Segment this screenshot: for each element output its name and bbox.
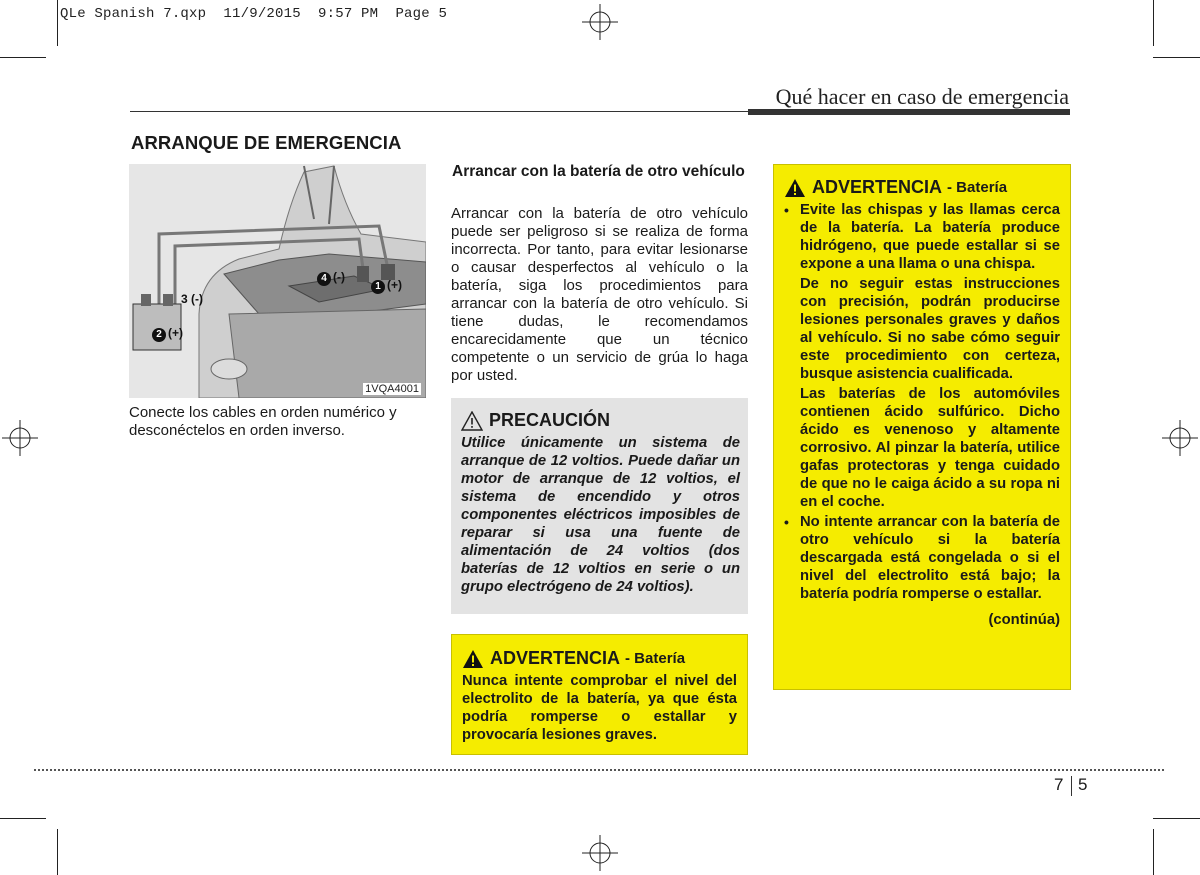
crop-mark [57,829,58,875]
bullet-icon: • [784,514,789,530]
warning-box-battery [773,164,1071,690]
registration-mark-icon [582,835,618,871]
warning-paragraph: Las baterías de los automóviles contienen ácido sulfúrico. Dicho ácido es venenoso y altamente corrosivo. Al pinzar la batería, utilice gafas protectoras y tenga cuidado de que no le caiga ácido a su ropa ni en el coche. [800,386,1060,510]
step-4-polarity: (-) [333,270,345,284]
jump-start-illustration [129,164,426,398]
step-3-polarity: (-) [191,292,204,306]
warning-box-electrolyte [451,634,748,755]
page-number: 5 [1078,775,1088,794]
warning-header [462,648,737,669]
running-title: Qué hacer en caso de emergencia [775,84,1069,109]
cable-label-3 [181,292,203,306]
warning-text: Nunca intente comprobar el nivel del electrolito de la batería, ya que ésta podría romperse o estallar y provocaría lesiones graves. [462,673,737,743]
print-slug: QLe Spanish 7.qxp 11/9/2015 9:57 PM Page 5 [60,6,448,22]
registration-mark-icon [582,4,618,40]
crop-mark [0,818,46,819]
warning-bullet [784,201,1060,273]
step-2-badge: 2 [152,328,166,342]
crop-mark [0,57,46,58]
header-rule [130,111,748,112]
caution-box [451,398,748,614]
cable-label-2 [152,326,183,342]
step-2-polarity: (+) [168,326,183,340]
footer-dotted-rule [34,769,1164,771]
crop-mark [1153,818,1200,819]
warning-triangle-icon [462,649,484,669]
registration-mark-icon [1162,420,1198,456]
crop-mark [1153,0,1154,46]
warning-triangle-icon [784,178,806,198]
caution-title: PRECAUCIÓN [489,410,611,430]
subsection-heading: Arrancar con la batería de otro vehículo [452,163,745,180]
figure-code: 1VQA4001 [365,383,419,395]
warning-header [784,177,1060,198]
caution-header [461,410,740,431]
step-1-badge: 1 [371,280,385,294]
bullet-text: No intente arrancar con la batería de otro vehículo si la batería descargada está congelada o si el nivel del electrolito está bajo; la batería podría romperse o estallar. [800,514,1060,602]
header-rule-thick [748,109,1070,115]
bullet-text: Evite las chispas y las llamas cerca de la batería. La batería produce hidrógeno, que puede estallar si se expone a una llama o una chispa. [800,202,1060,272]
body-paragraph: Arrancar con la batería de otro vehículo puede ser peligroso si se realiza de forma incorrecta. Por tanto, para evitar lesionarse o causar desperfectos al vehículo o la batería, siga los procedimientos para arrancar con la batería de otro vehículo. Si tiene dudas, le recomendamos encarecidamente que un técnico competente o un servicio de grúa lo haga por usted. [451,205,748,384]
warning-bullet [784,513,1060,603]
section-number: 7 [1054,775,1064,794]
step-1-polarity: (+) [387,278,402,292]
warning-title: ADVERTENCIA [812,177,943,197]
warning-title: ADVERTENCIA [490,648,621,668]
crop-mark [1153,57,1200,58]
warning-subtitle: - Batería [947,179,1008,196]
cable-label-4 [317,270,345,286]
cable-label-1 [371,278,402,294]
step-3-number: 3 [181,292,188,306]
warning-subtitle: - Batería [625,650,686,667]
caution-text: Utilice únicamente un sistema de arranque de 12 voltios. Puede dañar un motor de arranque de 12 voltios, el sistema de encendido y otros componentes eléctricos imposibles de reparar si usa una fuente de alimentación de 24 voltios (dos baterías de 12 voltios en serie o un grupo electrógeno de 24 voltios). [461,435,740,595]
continued-label: (continúa) [988,612,1060,628]
crop-mark [1153,829,1154,875]
figure-caption: Conecte los cables en orden numérico y desconéctelos en orden inverso. [129,404,397,439]
warning-paragraph: De no seguir estas instrucciones con precisión, podrán producirse lesiones personales graves y daños al vehículo. Si no sabe cómo seguir este procedimiento con certeza, busque asistencia cualificada. [800,276,1060,382]
page-number-divider [1071,776,1072,796]
registration-mark-icon [2,420,38,456]
caution-triangle-icon [461,411,483,431]
section-title: ARRANQUE DE EMERGENCIA [131,132,402,153]
step-4-badge: 4 [317,272,331,286]
crop-mark [57,0,58,46]
bullet-icon: • [784,202,789,218]
